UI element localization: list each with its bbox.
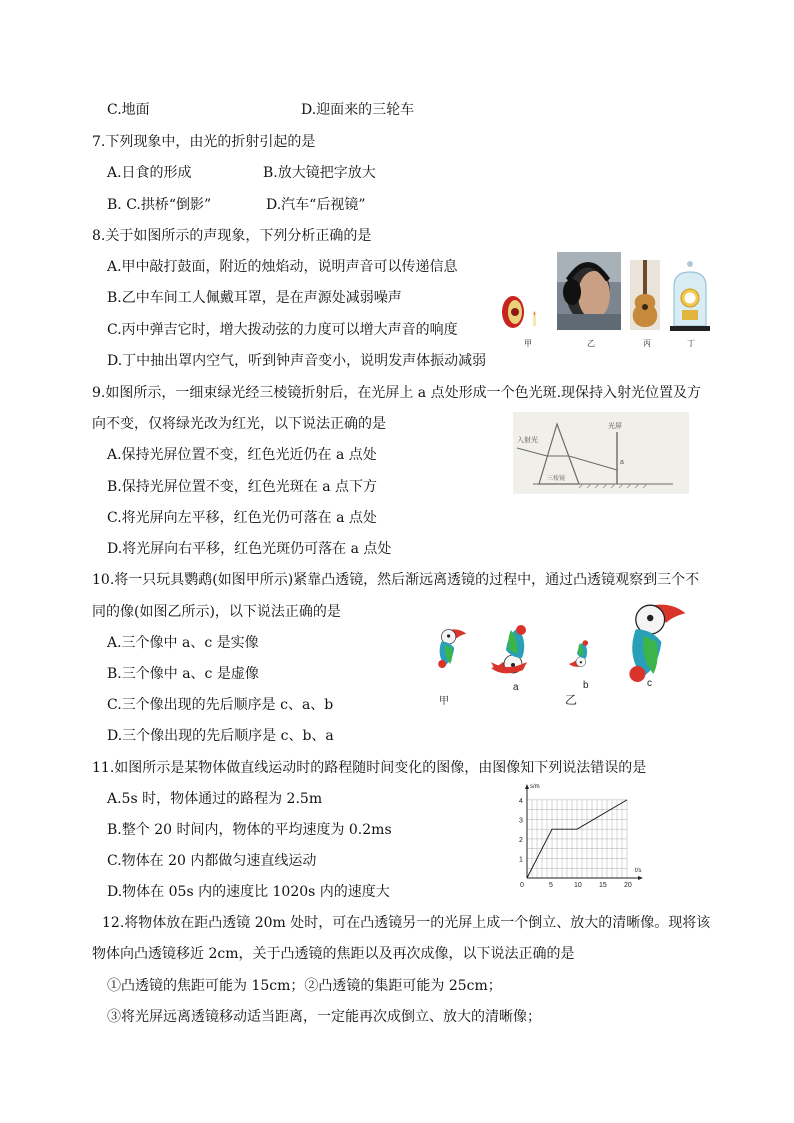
q12-item-3: ③将光屏远离透镜移动适当距离，一定能再次成倒立、放大的清晰像；: [107, 1009, 541, 1025]
q10-parrot-figure: [425, 600, 705, 712]
guitar-image: [630, 260, 660, 330]
q8-option-d: D.丁中抽出罩内空气，听到钟声音变小，说明发声体振动减弱: [107, 353, 487, 369]
q11-option-d: D.物体在 05s 内的速度比 1020s 内的速度大: [107, 884, 390, 900]
q7-option-b: B.放大镜把字放大: [263, 165, 376, 181]
q10-label-jia: 甲: [439, 696, 449, 707]
bell-jar-image: [670, 261, 710, 331]
q8-option-b: B.乙中车间工人佩戴耳罩，是在声源处减弱噪声: [107, 290, 402, 306]
q12-stem-line2: 物体向凸透镜移近 2cm，关于凸透镜的焦距以及再次成像，以下说法正确的是: [92, 946, 575, 962]
q10-option-c: C.三个像出现的先后顺序是 c、a、b: [107, 697, 334, 713]
q11-distance-time-chart: [505, 782, 645, 892]
q10-option-b: B.三个像中 a、c 是虚像: [107, 666, 259, 682]
x-axis-label: t/s: [635, 868, 642, 874]
q10-label-b: b: [583, 680, 589, 691]
q10-label-a: a: [513, 682, 519, 693]
q9-option-c: C.将光屏向左平移，红色光仍可落在 a 点处: [107, 510, 377, 526]
q7-option-d: D.汽车“后视镜”: [266, 197, 366, 213]
q8-label-jia: 甲: [524, 339, 532, 348]
headphones-image: [557, 252, 621, 330]
q9-option-b: B.保持光屏位置不变，红色光斑在 a 点下方: [107, 479, 377, 495]
q9-stem-line2: 向不变，仅将绿光改为红光，以下说法正确的是: [92, 416, 386, 432]
screen-label: 光屏: [608, 423, 622, 430]
x-tick-label: 15: [599, 882, 607, 889]
q7-option-a: A.日食的形成: [107, 165, 192, 181]
q9-stem-line1: 9.如图所示，一细束绿光经三棱镜折射后，在光屏上 a 点处形成一个色光斑.现保持入射光位置及方: [92, 385, 702, 401]
q6-option-d: D.迎面来的三轮车: [301, 102, 415, 118]
q8-label-ding: 丁: [687, 339, 695, 348]
q7-option-c: B. C.拱桥“倒影”: [107, 197, 212, 213]
x-tick-label: 10: [574, 882, 582, 889]
q8-option-c: C.丙中弹吉它时，增大拨动弦的力度可以增大声音的响度: [107, 322, 458, 338]
q11-option-c: C.物体在 20 内都做匀速直线运动: [107, 853, 317, 869]
q10-stem-line2: 同的像(如图乙所示)，以下说法正确的是: [92, 604, 341, 620]
y-tick-label: 3: [519, 817, 523, 825]
q9-option-d: D.将光屏向右平移，红色光斑仍可落在 a 点处: [107, 541, 392, 557]
y-axis-arrow: [525, 784, 529, 789]
q11-option-b: B.整个 20 时间内，物体的平均速度为 0.2ms: [107, 822, 392, 838]
q9-prism-figure: [513, 412, 689, 494]
q10-option-a: A.三个像中 a、c 是实像: [107, 635, 259, 651]
y-tick-label: 2: [519, 836, 523, 844]
parrot-image-c: [629, 605, 685, 682]
q8-sound-figure: [500, 250, 720, 350]
parrot-image-b: [569, 640, 588, 667]
q12-stem-line1: 12.将物体放在距凸透镜 20m 处时，可在凸透镜另一的光屏上成一个倒立、放大的清晰像。现将该: [102, 915, 711, 931]
x-tick-label: 0: [520, 882, 524, 889]
q12-item-1-2: ①凸透镜的焦距可能为 15cm；②凸透镜的集距可能为 25cm；: [107, 978, 502, 994]
parrot-jia: [438, 629, 466, 668]
q6-option-c: C.地面: [107, 102, 150, 118]
q8-stem: 8.关于如图所示的声现象，下列分析正确的是: [92, 228, 372, 244]
x-axis-arrow: [638, 876, 643, 880]
q10-stem-line1: 10.将一只玩具鹦鹉(如图甲所示)紧靠凸透镜，然后渐远离透镜的过程中，通过凸透镜观察到三个不: [92, 572, 700, 588]
q8-option-a: A.甲中敲打鼓面，附近的烛焰动，说明声音可以传递信息: [107, 259, 458, 275]
incident-light-label: 入射光: [517, 437, 538, 444]
x-tick-label: 5: [549, 882, 553, 889]
x-tick-label: 20: [624, 882, 632, 889]
q10-option-d: D.三个像出现的先后顺序是 c、b、a: [107, 728, 334, 744]
q8-label-bing: 丙: [643, 339, 651, 348]
q10-label-yi: 乙: [565, 693, 578, 707]
prism-label: 三棱镜: [547, 476, 566, 482]
q8-label-yi: 乙: [587, 339, 595, 348]
y-axis-label: s/m: [530, 784, 540, 790]
drum-image: [502, 296, 536, 328]
y-tick-label: 4: [519, 797, 523, 805]
point-a-label: a: [620, 459, 624, 466]
q9-option-a: A.保持光屏位置不变，红色光近仍在 a 点处: [107, 447, 377, 463]
q10-label-c: c: [647, 678, 652, 689]
q11-stem: 11.如图所示是某物体做直线运动时的路程随时间变化的图像，由图像知下列说法错误的是: [92, 760, 647, 776]
q7-stem: 7.下列现象中，由光的折射引起的是: [92, 134, 316, 150]
y-tick-label: 1: [519, 856, 523, 864]
q11-option-a: A.5s 时，物体通过的路程为 2.5m: [107, 791, 323, 807]
